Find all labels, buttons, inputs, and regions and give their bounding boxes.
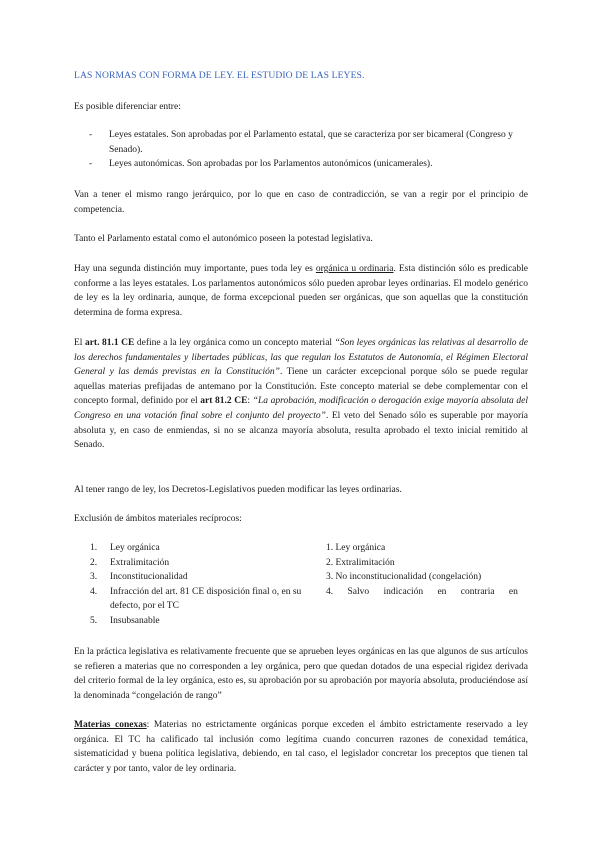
- law-types-list: [89, 128, 528, 172]
- article-reference: art 81.2 CE: [200, 396, 248, 407]
- text-run: El: [74, 338, 85, 348]
- potestad-paragraph: Tanto el Parlamento estatal como el autonómico poseen la potestad legislativa.: [74, 234, 373, 244]
- distinction-paragraph: [74, 262, 528, 320]
- text-run: . Tiene un carácter excepcional porque sólo se puede regular aquellas materias prefijadas de antemano por la Constitución. Este concepto material se debe complementar con el concepto formal, definido por el: [74, 367, 529, 407]
- article-reference: art. 81.1 CE: [84, 338, 135, 348]
- list-item-label: Extralimitación: [110, 557, 170, 568]
- list-item: [90, 585, 326, 614]
- left-numbered-list: [90, 541, 326, 629]
- list-number: 3.: [90, 572, 98, 583]
- rango-paragraph: Van a tener el mismo rango jerárquico, por lo que en caso de contradicción, se van a regir por el principio de competencia.: [74, 190, 528, 215]
- decretos-paragraph: Al tener rango de ley, los Decretos-Legislativos pueden modificar las leyes ordinarias.: [74, 485, 402, 495]
- quote: “La aprobación, modificación o derogación exige mayoría absoluta del Congreso en una votación final sobre el conjunto del proyecto”: [74, 396, 529, 421]
- list-number: 1.: [90, 543, 98, 553]
- text-run: Hay una segunda distinción muy importante, pues toda ley es: [74, 264, 316, 274]
- text-run: . El veto del Senado sólo es superable por mayoría absoluta y, en caso de enmiendas, si no se alcanza mayoría absoluta, resulta aprobado el texto inicial remitido al Senado.: [74, 410, 529, 451]
- list-number: 4.: [90, 586, 98, 597]
- list-item: [90, 541, 326, 556]
- list-item-label: Infracción del art. 81 CE disposición final o, en su defecto, por el TC: [110, 586, 302, 612]
- list-item: [90, 614, 326, 629]
- list-item: 4. Salvo indicación en contraria en: [326, 586, 518, 597]
- term-label: Materias conexas: [74, 720, 147, 730]
- art81-paragraph: [74, 336, 528, 453]
- list-item: [89, 128, 528, 157]
- list-number: 5.: [90, 615, 98, 626]
- list-item: 2. Extralimitación: [326, 557, 395, 568]
- list-item: 1. Ley orgánica: [326, 543, 386, 553]
- list-marker: -: [89, 159, 93, 170]
- list-item-label: Inconstitucionalidad: [110, 572, 188, 583]
- text-run: :: [247, 396, 253, 407]
- underlined-term: orgánica u ordinaria: [315, 264, 394, 274]
- list-marker: -: [89, 130, 93, 140]
- list-item-label: Ley orgánica: [110, 543, 160, 553]
- exclusion-intro: Exclusión de ámbitos materiales recíprocos:: [74, 514, 242, 524]
- text-run: : Materias no estrictamente orgánicas porque exceden el ámbito estrictamente reservado a ley orgánica. El TC ha calificado tal inclusión como legítima cuando concurren razones de conexidad temática, sistematicidad y buena política legislativa, debiendo, en tal caso, el legislador concretar los preceptos que tienen tal carácter y por tanto, valor de ley ordinaria.: [74, 720, 528, 774]
- text-run: . Esta distinción sólo es predicable conforme a las leyes estatales. Los parlamentos autonómicos sólo pueden aprobar leyes ordinarias. El modelo genérico de ley es la ley ordinaria, aunque, de forma excepcional pueden ser orgánicas, que son aquellas que la constitución determina de forma expresa.: [74, 264, 528, 318]
- quote: “Son leyes orgánicas las relativas al desarrollo de los derechos fundamentales y libertades públicas, las que regulan los Estatutos de Autonomía, el Régimen Electoral General y las demás previstas en la Constitución”: [74, 338, 528, 378]
- list-item-label: Insubsanable: [110, 615, 160, 626]
- conexas-paragraph: [74, 718, 528, 776]
- list-item: 3. No inconstitucionalidad (congelación): [326, 572, 482, 583]
- text-run: define a la ley orgánica como un concepto material: [134, 338, 335, 348]
- list-item-text: Leyes estatales. Son aprobadas por el Parlamento estatal, que se caracteriza por ser bicameral (Congreso y Senado).: [109, 130, 513, 155]
- practica-paragraph: En la práctica legislativa es relativamente frecuente que se aprueben leyes orgánicas en las que algunos de sus artículos se refieren a materias que no corresponden a ley orgánica, pero que quedan dotados de una especial rigidez derivada del criterio formal de la ley orgánica, esto es, su aprobación por su aprobación por mayoría absoluta, produciéndose así la denominada “congelación de rango”: [74, 647, 528, 701]
- list-item: [90, 570, 326, 585]
- list-item: [90, 556, 326, 571]
- document-title: LAS NORMAS CON FORMA DE LEY. EL ESTUDIO DE LAS LEYES.: [74, 70, 365, 81]
- list-item-text: Leyes autonómicas. Son aprobadas por los Parlamentos autonómicos (unicamerales).: [109, 159, 433, 170]
- intro-paragraph: Es posible diferenciar entre:: [74, 102, 181, 112]
- list-number: 2.: [90, 557, 98, 568]
- list-item: [89, 157, 528, 172]
- right-numbered-list: [326, 541, 528, 599]
